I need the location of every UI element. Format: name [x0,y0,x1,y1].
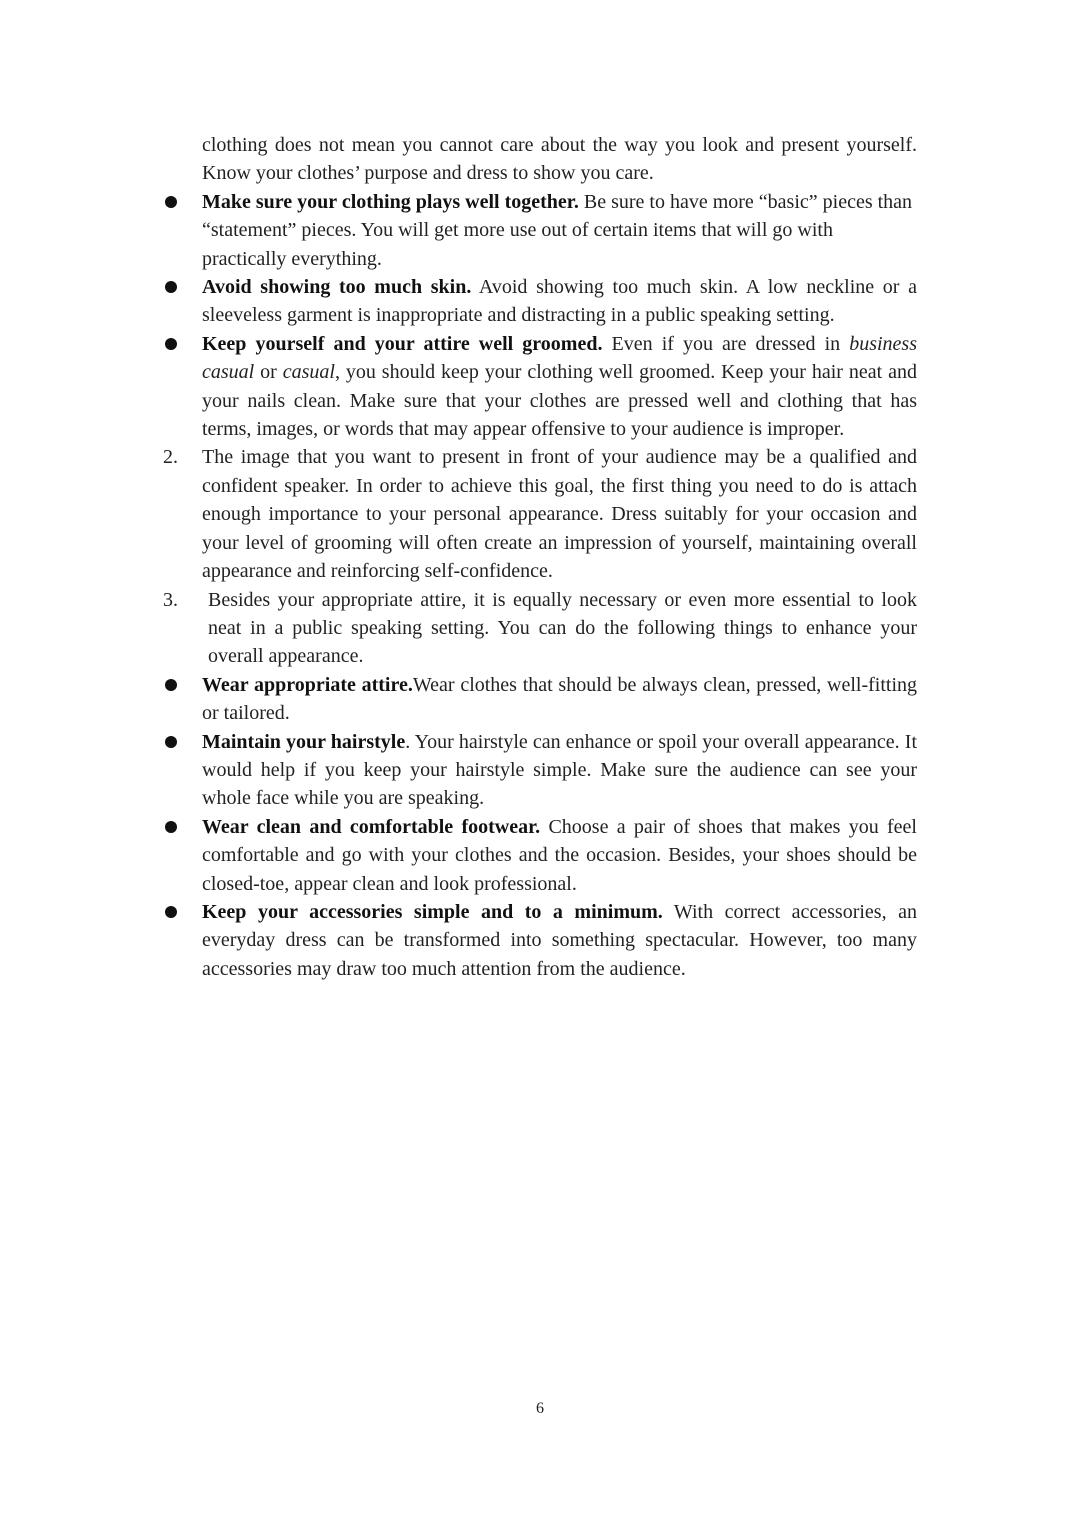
list-number: 3. [163,588,178,611]
bullet-heading: Wear appropriate attire. [202,673,413,696]
bullet-item [202,330,917,444]
bullet-text: Even if you are dressed in [602,332,850,355]
bullet-heading: Keep your accessories simple and to a minimum. [202,900,663,923]
bullet-dot-icon [165,736,177,748]
italic-term: casual [282,361,335,384]
bullet-dot-icon [165,906,177,918]
list-number: 2. [163,446,178,469]
bullet-text: Choose a pair of shoes that makes you feel comfortable and go with your clothes and the occasion. Besides, your shoes should be closed-toe, appear clean and look professional. [202,815,917,895]
bullet-text: Wear clothes that should be always clean, pressed, well-fitting or tailored. [202,673,917,725]
bullet-item [202,728,917,813]
bullet-heading: Avoid showing too much skin. [202,276,472,299]
bullet-text: Be sure to have more “basic” pieces than “statement” pieces. You will get more use out of certain items that will go with practically everything. [202,190,913,270]
paragraph-continuation [202,131,917,188]
bullet-dot-icon [165,281,177,293]
bullet-dot-icon [165,338,177,350]
bullet-item [202,898,917,983]
page-number: 6 [536,1400,544,1417]
bullet-item [202,671,917,728]
numbered-text: The image that you want to present in front of your audience may be a qualified and confident speaker. In order to achieve this goal, the first thing you need to do is attach enough importance to your personal appearance. Dress suitably for your occasion and your level of grooming will often create an impression of yourself, maintaining overall appearance and reinforcing self-confidence. [202,446,917,583]
page-body [163,131,918,983]
bullet-text: With correct accessories, an everyday dress can be transformed into something spectacular. However, too many accessories may draw too much attention from the audience. [202,900,917,980]
bullet-heading: Wear clean and comfortable footwear. [202,815,541,838]
bullet-item [202,188,917,273]
bullet-item [202,273,917,330]
bullet-dot-icon [165,196,177,208]
bullet-heading: Keep yourself and your attire well groomed. [202,332,603,355]
bullet-heading: Make sure your clothing plays well together. [202,190,579,213]
numbered-item [163,443,917,585]
bullet-dot-icon [165,679,177,691]
italic-term: business casual [202,332,918,384]
numbered-text: Besides your appropriate attire, it is equally necessary or even more essential to look neat in a public speaking setting. You can do the following things to enhance your overall appearance. [208,588,917,668]
bullet-item [202,813,917,898]
continuation-text: clothing does not mean you cannot care about the way you look and present yourself. Know your clothes’ purpose and dress to show you care. [202,134,917,185]
bullet-text: , you should keep your clothing well groomed. Keep your hair neat and your nails clean. Make sure that your clothes are pressed well and clothing that has terms, images, or words that may appear offensive to your audience is improper. [202,361,917,441]
bullet-heading: Maintain your hairstyle [202,730,406,753]
bullet-dot-icon [165,821,177,833]
bullet-text: or [254,361,283,384]
bullet-text: Avoid showing too much skin. A low neckline or a sleeveless garment is inappropriate and distracting in a public speaking setting. [202,276,917,327]
bullet-text: . Your hairstyle can enhance or spoil your overall appearance. It would help if you keep your hairstyle simple. Make sure the audience can see your whole face while you are speaking. [202,730,918,810]
numbered-item [163,586,917,671]
